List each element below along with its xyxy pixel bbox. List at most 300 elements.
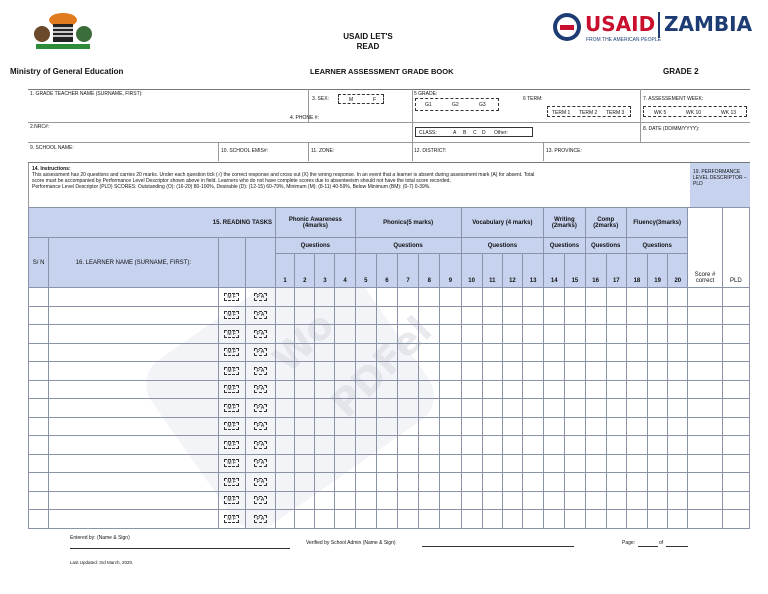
answer-cell[interactable] xyxy=(482,491,502,510)
answer-cell[interactable] xyxy=(440,417,461,436)
answer-cell[interactable] xyxy=(482,473,502,492)
answer-cell[interactable] xyxy=(276,491,295,510)
answer-cell[interactable] xyxy=(626,510,647,529)
presence-cell[interactable] xyxy=(245,510,275,529)
presence-mark[interactable]: P A xyxy=(254,441,268,449)
answer-cell[interactable] xyxy=(523,288,544,307)
answer-cell[interactable] xyxy=(335,362,355,381)
answer-cell[interactable] xyxy=(398,306,419,325)
presence-mark[interactable]: P A xyxy=(254,348,268,356)
answer-cell[interactable] xyxy=(461,343,482,362)
answer-cell[interactable] xyxy=(502,510,522,529)
answer-cell[interactable] xyxy=(648,288,668,307)
score-cell[interactable] xyxy=(688,343,722,362)
sn-cell[interactable] xyxy=(29,288,49,307)
sn-cell[interactable] xyxy=(29,417,49,436)
pld-cell[interactable] xyxy=(722,399,749,418)
zone-field[interactable]: 11. ZONE: xyxy=(311,148,335,154)
sn-cell[interactable] xyxy=(29,399,49,418)
district-field[interactable]: 12. DISTRICT: xyxy=(414,148,447,154)
answer-cell[interactable] xyxy=(335,288,355,307)
answer-cell[interactable] xyxy=(668,510,688,529)
answer-cell[interactable] xyxy=(419,362,440,381)
answer-cell[interactable] xyxy=(295,436,315,455)
answer-cell[interactable] xyxy=(315,399,335,418)
answer-cell[interactable] xyxy=(648,399,668,418)
term-options[interactable] xyxy=(547,106,631,117)
answer-cell[interactable] xyxy=(626,473,647,492)
answer-cell[interactable] xyxy=(398,417,419,436)
answer-cell[interactable] xyxy=(276,288,295,307)
term-1[interactable]: TERM 1 xyxy=(552,110,571,116)
answer-cell[interactable] xyxy=(565,343,585,362)
answer-cell[interactable] xyxy=(482,436,502,455)
answer-cell[interactable] xyxy=(440,288,461,307)
answer-cell[interactable] xyxy=(398,454,419,473)
pld-cell[interactable] xyxy=(722,473,749,492)
answer-cell[interactable] xyxy=(376,454,397,473)
pld-cell[interactable] xyxy=(722,417,749,436)
learner-name-cell[interactable] xyxy=(49,325,218,344)
answer-cell[interactable] xyxy=(419,325,440,344)
presence-cell[interactable] xyxy=(245,454,275,473)
answer-cell[interactable] xyxy=(440,343,461,362)
answer-cell[interactable] xyxy=(626,343,647,362)
answer-cell[interactable] xyxy=(419,380,440,399)
answer-cell[interactable] xyxy=(419,288,440,307)
answer-cell[interactable] xyxy=(585,510,606,529)
answer-cell[interactable] xyxy=(355,510,376,529)
answer-cell[interactable] xyxy=(376,436,397,455)
sn-cell[interactable] xyxy=(29,454,49,473)
answer-cell[interactable] xyxy=(523,491,544,510)
pld-cell[interactable] xyxy=(722,510,749,529)
sex-cell[interactable] xyxy=(218,417,245,436)
answer-cell[interactable] xyxy=(295,343,315,362)
answer-cell[interactable] xyxy=(376,399,397,418)
answer-cell[interactable] xyxy=(585,473,606,492)
answer-cell[interactable] xyxy=(461,436,482,455)
answer-cell[interactable] xyxy=(335,473,355,492)
answer-cell[interactable] xyxy=(335,436,355,455)
answer-cell[interactable] xyxy=(295,473,315,492)
answer-cell[interactable] xyxy=(668,343,688,362)
learner-name-cell[interactable] xyxy=(49,343,218,362)
answer-cell[interactable] xyxy=(335,510,355,529)
score-cell[interactable] xyxy=(688,436,722,455)
answer-cell[interactable] xyxy=(523,306,544,325)
answer-cell[interactable] xyxy=(419,399,440,418)
answer-cell[interactable] xyxy=(295,417,315,436)
entered-by-line[interactable] xyxy=(70,548,290,549)
answer-cell[interactable] xyxy=(544,399,565,418)
week-10[interactable]: WK 10 xyxy=(686,110,702,116)
answer-cell[interactable] xyxy=(335,491,355,510)
answer-cell[interactable] xyxy=(606,288,626,307)
answer-cell[interactable] xyxy=(295,325,315,344)
answer-cell[interactable] xyxy=(565,473,585,492)
answer-cell[interactable] xyxy=(523,510,544,529)
answer-cell[interactable] xyxy=(668,362,688,381)
answer-cell[interactable] xyxy=(502,288,522,307)
answer-cell[interactable] xyxy=(315,343,335,362)
answer-cell[interactable] xyxy=(502,325,522,344)
pld-cell[interactable] xyxy=(722,343,749,362)
answer-cell[interactable] xyxy=(565,288,585,307)
answer-cell[interactable] xyxy=(502,362,522,381)
answer-cell[interactable] xyxy=(565,399,585,418)
answer-cell[interactable] xyxy=(276,473,295,492)
answer-cell[interactable] xyxy=(315,288,335,307)
sex-mark[interactable]: M F xyxy=(224,348,239,356)
answer-cell[interactable] xyxy=(355,362,376,381)
score-cell[interactable] xyxy=(688,417,722,436)
answer-cell[interactable] xyxy=(523,343,544,362)
answer-cell[interactable] xyxy=(315,436,335,455)
answer-cell[interactable] xyxy=(376,491,397,510)
answer-cell[interactable] xyxy=(482,510,502,529)
answer-cell[interactable] xyxy=(523,325,544,344)
grade-options[interactable] xyxy=(415,98,499,111)
sn-cell[interactable] xyxy=(29,306,49,325)
answer-cell[interactable] xyxy=(295,288,315,307)
presence-cell[interactable] xyxy=(245,306,275,325)
pld-cell[interactable] xyxy=(722,491,749,510)
answer-cell[interactable] xyxy=(398,343,419,362)
sex-mark[interactable]: M F xyxy=(224,478,239,486)
sex-cell[interactable] xyxy=(218,399,245,418)
presence-cell[interactable] xyxy=(245,343,275,362)
answer-cell[interactable] xyxy=(606,491,626,510)
sex-cell[interactable] xyxy=(218,436,245,455)
answer-cell[interactable] xyxy=(461,399,482,418)
answer-cell[interactable] xyxy=(482,306,502,325)
answer-cell[interactable] xyxy=(295,380,315,399)
answer-cell[interactable] xyxy=(276,362,295,381)
page-total-line[interactable] xyxy=(666,546,688,547)
answer-cell[interactable] xyxy=(523,417,544,436)
score-cell[interactable] xyxy=(688,491,722,510)
answer-cell[interactable] xyxy=(626,380,647,399)
pld-cell[interactable] xyxy=(722,325,749,344)
sex-cell[interactable] xyxy=(218,454,245,473)
answer-cell[interactable] xyxy=(565,380,585,399)
answer-cell[interactable] xyxy=(315,325,335,344)
answer-cell[interactable] xyxy=(376,380,397,399)
province-field[interactable]: 13. PROVINCE: xyxy=(546,148,582,154)
sex-options[interactable] xyxy=(338,94,384,104)
presence-cell[interactable] xyxy=(245,380,275,399)
answer-cell[interactable] xyxy=(295,306,315,325)
score-cell[interactable] xyxy=(688,454,722,473)
presence-cell[interactable] xyxy=(245,417,275,436)
answer-cell[interactable] xyxy=(648,380,668,399)
presence-cell[interactable] xyxy=(245,325,275,344)
answer-cell[interactable] xyxy=(440,306,461,325)
answer-cell[interactable] xyxy=(440,473,461,492)
answer-cell[interactable] xyxy=(523,473,544,492)
learner-name-cell[interactable] xyxy=(49,380,218,399)
answer-cell[interactable] xyxy=(544,491,565,510)
answer-cell[interactable] xyxy=(398,288,419,307)
answer-cell[interactable] xyxy=(295,399,315,418)
answer-cell[interactable] xyxy=(276,417,295,436)
verified-by-line[interactable] xyxy=(422,546,574,547)
school-name-field[interactable]: 9. SCHOOL NAME: xyxy=(30,145,74,151)
answer-cell[interactable] xyxy=(355,491,376,510)
score-cell[interactable] xyxy=(688,362,722,381)
answer-cell[interactable] xyxy=(482,399,502,418)
sn-cell[interactable] xyxy=(29,343,49,362)
answer-cell[interactable] xyxy=(440,380,461,399)
answer-cell[interactable] xyxy=(544,473,565,492)
answer-cell[interactable] xyxy=(276,436,295,455)
learner-name-cell[interactable] xyxy=(49,417,218,436)
answer-cell[interactable] xyxy=(544,436,565,455)
answer-cell[interactable] xyxy=(668,436,688,455)
answer-cell[interactable] xyxy=(398,510,419,529)
sex-mark[interactable]: M F xyxy=(224,459,239,467)
answer-cell[interactable] xyxy=(585,362,606,381)
sex-f[interactable]: F xyxy=(373,97,377,103)
presence-mark[interactable]: P A xyxy=(254,385,268,393)
answer-cell[interactable] xyxy=(376,325,397,344)
answer-cell[interactable] xyxy=(565,417,585,436)
answer-cell[interactable] xyxy=(482,362,502,381)
answer-cell[interactable] xyxy=(419,417,440,436)
answer-cell[interactable] xyxy=(315,473,335,492)
answer-cell[interactable] xyxy=(648,510,668,529)
grade-g3[interactable]: G3 xyxy=(479,102,486,108)
week-5[interactable]: WK 5 xyxy=(654,110,667,116)
answer-cell[interactable] xyxy=(606,306,626,325)
sn-cell[interactable] xyxy=(29,325,49,344)
answer-cell[interactable] xyxy=(461,306,482,325)
answer-cell[interactable] xyxy=(315,510,335,529)
teacher-name-field[interactable]: 1. GRADE TEACHER NAME (SURNAME, FIRST): xyxy=(30,91,143,97)
week-13[interactable]: WK 13 xyxy=(721,110,737,116)
answer-cell[interactable] xyxy=(502,380,522,399)
answer-cell[interactable] xyxy=(461,473,482,492)
answer-cell[interactable] xyxy=(315,306,335,325)
presence-mark[interactable]: P A xyxy=(254,478,268,486)
answer-cell[interactable] xyxy=(482,343,502,362)
class-other[interactable]: Other: xyxy=(494,130,508,136)
answer-cell[interactable] xyxy=(398,362,419,381)
sn-cell[interactable] xyxy=(29,473,49,492)
answer-cell[interactable] xyxy=(648,454,668,473)
presence-cell[interactable] xyxy=(245,362,275,381)
answer-cell[interactable] xyxy=(355,417,376,436)
answer-cell[interactable] xyxy=(668,473,688,492)
learner-name-cell[interactable] xyxy=(49,454,218,473)
answer-cell[interactable] xyxy=(565,325,585,344)
sex-cell[interactable] xyxy=(218,306,245,325)
answer-cell[interactable] xyxy=(606,417,626,436)
answer-cell[interactable] xyxy=(544,288,565,307)
sex-cell[interactable] xyxy=(218,491,245,510)
answer-cell[interactable] xyxy=(585,380,606,399)
answer-cell[interactable] xyxy=(355,343,376,362)
answer-cell[interactable] xyxy=(606,473,626,492)
sex-mark[interactable]: M F xyxy=(224,385,239,393)
learner-name-cell[interactable] xyxy=(49,473,218,492)
presence-mark[interactable]: P A xyxy=(254,459,268,467)
sn-cell[interactable] xyxy=(29,510,49,529)
answer-cell[interactable] xyxy=(355,325,376,344)
answer-cell[interactable] xyxy=(585,306,606,325)
answer-cell[interactable] xyxy=(398,491,419,510)
answer-cell[interactable] xyxy=(648,417,668,436)
answer-cell[interactable] xyxy=(276,380,295,399)
learner-name-cell[interactable] xyxy=(49,436,218,455)
answer-cell[interactable] xyxy=(648,473,668,492)
answer-cell[interactable] xyxy=(335,380,355,399)
answer-cell[interactable] xyxy=(502,417,522,436)
answer-cell[interactable] xyxy=(355,380,376,399)
sex-cell[interactable] xyxy=(218,362,245,381)
answer-cell[interactable] xyxy=(461,288,482,307)
answer-cell[interactable] xyxy=(585,436,606,455)
answer-cell[interactable] xyxy=(461,380,482,399)
answer-cell[interactable] xyxy=(606,325,626,344)
class-c[interactable]: C xyxy=(473,130,477,136)
presence-mark[interactable]: P A xyxy=(254,311,268,319)
answer-cell[interactable] xyxy=(606,343,626,362)
sex-mark[interactable]: M F xyxy=(224,496,239,504)
sex-mark[interactable]: M F xyxy=(224,330,239,338)
answer-cell[interactable] xyxy=(276,510,295,529)
answer-cell[interactable] xyxy=(315,491,335,510)
answer-cell[interactable] xyxy=(335,417,355,436)
learner-name-cell[interactable] xyxy=(49,306,218,325)
score-cell[interactable] xyxy=(688,306,722,325)
pld-cell[interactable] xyxy=(722,288,749,307)
answer-cell[interactable] xyxy=(523,454,544,473)
answer-cell[interactable] xyxy=(626,306,647,325)
term-3[interactable]: TERM 3 xyxy=(606,110,625,116)
sex-mark[interactable]: M F xyxy=(224,311,239,319)
answer-cell[interactable] xyxy=(544,380,565,399)
answer-cell[interactable] xyxy=(419,473,440,492)
grade-g1[interactable]: G1 xyxy=(425,102,432,108)
answer-cell[interactable] xyxy=(355,454,376,473)
answer-cell[interactable] xyxy=(461,325,482,344)
answer-cell[interactable] xyxy=(355,473,376,492)
sex-mark[interactable]: M F xyxy=(224,404,239,412)
answer-cell[interactable] xyxy=(606,454,626,473)
pld-cell[interactable] xyxy=(722,306,749,325)
pld-cell[interactable] xyxy=(722,362,749,381)
sn-cell[interactable] xyxy=(29,380,49,399)
answer-cell[interactable] xyxy=(585,454,606,473)
class-b[interactable]: B xyxy=(463,130,467,136)
answer-cell[interactable] xyxy=(440,436,461,455)
answer-cell[interactable] xyxy=(585,491,606,510)
answer-cell[interactable] xyxy=(398,399,419,418)
score-cell[interactable] xyxy=(688,380,722,399)
answer-cell[interactable] xyxy=(565,306,585,325)
sn-cell[interactable] xyxy=(29,436,49,455)
answer-cell[interactable] xyxy=(668,380,688,399)
answer-cell[interactable] xyxy=(502,306,522,325)
answer-cell[interactable] xyxy=(440,454,461,473)
sex-mark[interactable]: M F xyxy=(224,515,239,523)
answer-cell[interactable] xyxy=(355,436,376,455)
answer-cell[interactable] xyxy=(376,417,397,436)
answer-cell[interactable] xyxy=(502,343,522,362)
answer-cell[interactable] xyxy=(440,399,461,418)
answer-cell[interactable] xyxy=(502,473,522,492)
answer-cell[interactable] xyxy=(606,436,626,455)
answer-cell[interactable] xyxy=(419,491,440,510)
answer-cell[interactable] xyxy=(315,380,335,399)
sex-mark[interactable]: M F xyxy=(224,367,239,375)
answer-cell[interactable] xyxy=(440,491,461,510)
presence-mark[interactable]: P A xyxy=(254,293,268,301)
sn-cell[interactable] xyxy=(29,491,49,510)
score-cell[interactable] xyxy=(688,325,722,344)
answer-cell[interactable] xyxy=(668,288,688,307)
term-2[interactable]: TERM 2 xyxy=(579,110,598,116)
nrc-field[interactable]: 2.NRC#: xyxy=(30,124,50,130)
answer-cell[interactable] xyxy=(668,417,688,436)
class-a[interactable]: A xyxy=(453,130,457,136)
answer-cell[interactable] xyxy=(419,436,440,455)
answer-cell[interactable] xyxy=(502,454,522,473)
answer-cell[interactable] xyxy=(461,510,482,529)
answer-cell[interactable] xyxy=(461,454,482,473)
answer-cell[interactable] xyxy=(668,491,688,510)
learner-name-cell[interactable] xyxy=(49,510,218,529)
answer-cell[interactable] xyxy=(626,362,647,381)
sex-cell[interactable] xyxy=(218,325,245,344)
pld-cell[interactable] xyxy=(722,454,749,473)
presence-mark[interactable]: P A xyxy=(254,404,268,412)
answer-cell[interactable] xyxy=(565,454,585,473)
answer-cell[interactable] xyxy=(315,454,335,473)
presence-mark[interactable]: P A xyxy=(254,330,268,338)
presence-mark[interactable]: P A xyxy=(254,515,268,523)
answer-cell[interactable] xyxy=(606,362,626,381)
answer-cell[interactable] xyxy=(419,343,440,362)
date-field[interactable]: 8. DATE (DD/MM/YYYY): xyxy=(643,126,700,132)
answer-cell[interactable] xyxy=(648,343,668,362)
answer-cell[interactable] xyxy=(606,380,626,399)
answer-cell[interactable] xyxy=(461,362,482,381)
answer-cell[interactable] xyxy=(626,417,647,436)
page-number-line[interactable] xyxy=(638,546,658,547)
grade-g2[interactable]: G2 xyxy=(452,102,459,108)
answer-cell[interactable] xyxy=(295,454,315,473)
answer-cell[interactable] xyxy=(398,436,419,455)
answer-cell[interactable] xyxy=(523,399,544,418)
answer-cell[interactable] xyxy=(376,510,397,529)
answer-cell[interactable] xyxy=(335,454,355,473)
answer-cell[interactable] xyxy=(376,288,397,307)
answer-cell[interactable] xyxy=(376,306,397,325)
school-emis-field[interactable]: 10. SCHOOL EMIS#: xyxy=(221,148,269,154)
pld-cell[interactable] xyxy=(722,436,749,455)
answer-cell[interactable] xyxy=(482,454,502,473)
week-options[interactable] xyxy=(643,106,747,117)
sn-cell[interactable] xyxy=(29,362,49,381)
sex-cell[interactable] xyxy=(218,380,245,399)
sex-cell[interactable] xyxy=(218,510,245,529)
answer-cell[interactable] xyxy=(295,491,315,510)
answer-cell[interactable] xyxy=(544,343,565,362)
presence-cell[interactable] xyxy=(245,473,275,492)
